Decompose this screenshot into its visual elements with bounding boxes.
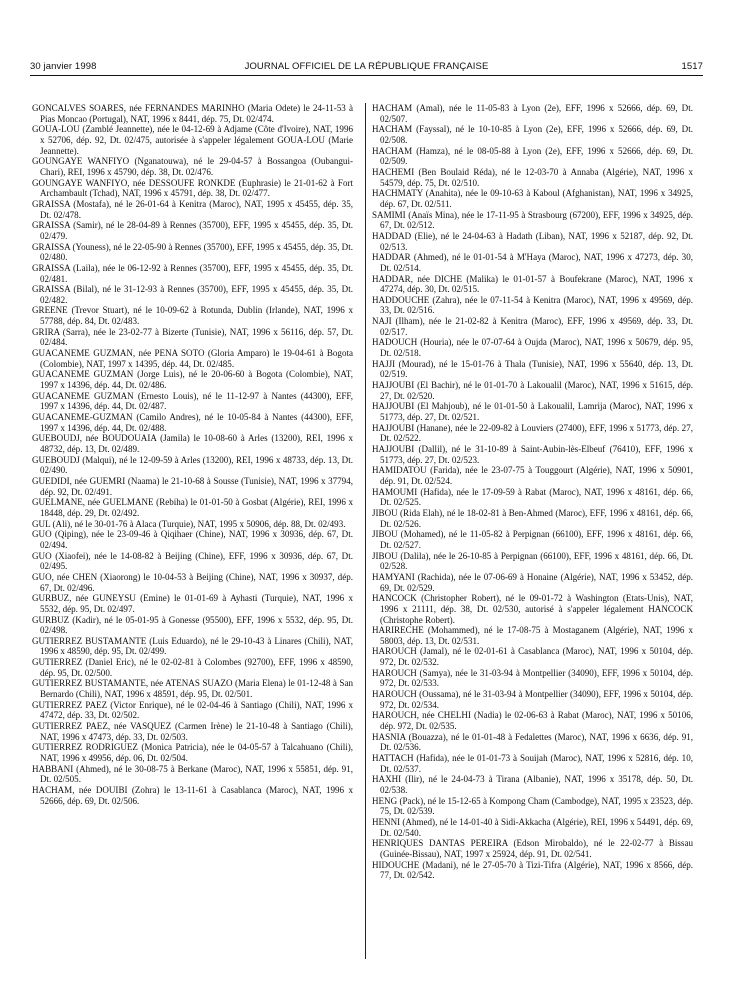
register-entry: HACHAM (Amal), née le 11-05-83 à Lyon (2e), EFF, 1996 x 52666, dép. 69, Dt. 02/507. [372,103,693,124]
page-number: 1517 [681,61,703,72]
register-entry: HACHMATY (Anahita), née le 09-10-63 à Kaboul (Afghanistan), NAT, 1996 x 34925, dép. 67, Dt. 02/511. [372,188,693,209]
register-entry: HACHAM, née DOUIBI (Zohra) le 13-11-61 à Casablanca (Maroc), NAT, 1996 x 52666, dép. 69, Dt. 02/506. [32,785,353,806]
register-entry: SAMIMI (Anaïs Mina), née le 17-11-95 à Strasbourg (67200), EFF, 1996 x 34925, dép. 67, Dt. 02/512. [372,209,693,231]
register-entry: HAMYANI (Rachida), née le 07-06-69 à Honaine (Algérie), NAT, 1996 x 53452, dép. 69, Dt. 02/529. [372,571,693,593]
register-entry: HAJJOUBI (El Mahjoub), né le 01-01-50 à Lakoualil, Lamrija (Maroc), NAT, 1996 x 51773, dép. 27, Dt. 02/521. [372,401,693,423]
register-entry: HADDAR, née DICHE (Malika) le 01-01-57 à Boufekrane (Maroc), NAT, 1996 x 47274, dép. 30, Dt. 02/515. [372,273,693,295]
register-entry: HABBANI (Ahmed), né le 30-08-75 à Berkane (Maroc), NAT, 1996 x 55851, dép. 91, Dt. 02/505. [32,763,353,785]
register-entry: GUACANEME GUZMAN (Jorge Luis), né le 20-06-60 à Bogota (Colombie), NAT, 1997 x 14396, dép. 44, Dt. 02/486. [32,369,353,391]
register-entry: GUELMANE, née GUELMANE (Rebiha) le 01-01-50 à Gosbat (Algérie), REI, 1996 x 18448, dép. 29, Dt. 02/492. [32,497,353,518]
register-entry: HACHAM (Hamza), né le 08-05-88 à Lyon (2e), EFF, 1996 x 52666, dép. 69, Dt. 02/509. [372,145,693,167]
register-entry: HATTACH (Hafida), née le 01-01-73 à Souijah (Maroc), NAT, 1996 x 52816, dép. 10, Dt. 02/537. [372,753,693,774]
register-entry: GUACANEME-GUZMAN (Camilo Andres), né le 10-05-84 à Nantes (44300), EFF, 1997 x 14396, dép. 44, Dt. 02/488. [32,412,353,433]
header-rule [30,75,703,76]
right-column [372,103,693,881]
register-entry: GOUNGAYE WANFIYO (Nganatouwa), né le 29-04-57 à Bossangoa (Oubangui-Chari), REI, 1996 x 45790, dép. 38, Dt. 02/476. [32,156,353,177]
register-entry: HAMIDATOU (Farida), née le 23-07-75 à Touggourt (Algérie), NAT, 1996 x 50901, dép. 91, Dt. 02/524. [372,465,693,486]
register-entry: GUEBOUDJ, née BOUDOUAIA (Jamila) le 10-08-60 à Arles (13200), REI, 1996 x 48732, dép. 13, Dt. 02/489. [32,433,353,454]
register-entry: GUO (Qiping), née le 23-09-46 à Qiqihaer (Chine), NAT, 1996 x 30936, dép. 67, Dt. 02/494. [32,529,353,550]
register-entry: HASNIA (Bouazza), né le 01-01-48 à Fedalettes (Maroc), NAT, 1996 x 6636, dép. 91, Dt. 02/536. [372,731,693,753]
register-entry: GUL (Ali), né le 30-01-76 à Alaca (Turquie), NAT, 1995 x 50906, dép. 88, Dt. 02/493. [32,518,346,529]
register-entry: GRAISSA (Samir), né le 28-04-89 à Rennes (35700), EFF, 1995 x 45455, dép. 35, Dt. 02/479. [32,220,353,241]
register-entry: HADDAR (Ahmed), né le 01-01-54 à M'Haya (Maroc), NAT, 1996 x 47273, dép. 30, Dt. 02/514. [372,252,693,273]
register-entry: GUACANEME GUZMAN (Ernesto Louis), né le 11-12-97 à Nantes (44300), EFF, 1997 x 14396, dép. 44, Dt. 02/487. [32,390,353,412]
journal-title: JOURNAL OFFICIEL DE LA RÉPUBLIQUE FRANÇAISE [244,61,489,72]
register-entry: GOUA-LOU (Zamblé Jeannette), née le 04-12-69 à Adjame (Côte d'Ivoire), NAT, 1996 x 52706, dép. 92, Dt. 02/475, autorisée à s'appeler légalement GOUA-LOU (Marie Jeannette). [32,124,353,156]
register-entry: HAROUCH, née CHELHI (Nadia) le 02-06-63 à Rabat (Maroc), NAT, 1996 x 50106, dép. 972, Dt. 02/535. [372,710,693,732]
register-entry: JIBOU (Rida Elah), né le 18-02-81 à Ben-Ahmed (Maroc), EFF, 1996 x 48161, dép. 66, Dt. 02/526. [372,507,693,529]
register-entry: HIDOUCHE (Madani), né le 27-05-70 à Tizi-Tifra (Algérie), NAT, 1996 x 8566, dép. 77, Dt. 02/542. [372,859,693,881]
header-date: 30 janvier 1998 [30,61,97,72]
register-entry: HADDOUCHE (Zahra), née le 07-11-54 à Kenitra (Maroc), NAT, 1996 x 49569, dép. 33, Dt. 02/516. [372,294,693,316]
register-entry: GUEBOUDJ (Malqui), né le 12-09-59 à Arles (13200), REI, 1996 x 48733, dép. 13, Dt. 02/490. [32,454,353,476]
register-entry: GRIRA (Sarra), née le 23-02-77 à Bizerte (Tunisie), NAT, 1996 x 56116, dép. 57, Dt. 02/484. [32,326,353,348]
register-entry: GUEDIDI, née GUEMRI (Naama) le 21-10-68 à Sousse (Tunisie), NAT, 1996 x 37794, dép. 92, Dt. 02/491. [32,475,353,497]
register-entry: HENNI (Ahmed), né le 14-01-40 à Sidi-Akkacha (Algérie), REI, 1996 x 54491, dép. 69, Dt. 02/540. [372,816,693,838]
register-entry: HAJJOUBI (Hanane), née le 22-09-82 à Louviers (27400), EFF, 1996 x 51773, dép. 27, Dt. 02/522. [372,422,693,444]
register-entry: GURBUZ (Kadir), né le 05-01-95 à Gonesse (95500), EFF, 1996 x 5532, dép. 95, Dt. 02/498. [32,614,353,636]
register-entry: JIBOU (Dalila), née le 26-10-85 à Perpignan (66100), EFF, 1996 x 48161, dép. 66, Dt. 02/528. [372,550,693,572]
register-entry: HAJJI (Mourad), né le 15-01-76 à Thala (Tunisie), NAT, 1996 x 55640, dép. 13, Dt. 02/519. [372,358,693,380]
page-header [30,58,703,74]
register-entry: HANCOCK (Christopher Robert), né le 09-01-72 à Washington (Etats-Unis), NAT, 1996 x 21111, dép. 38, Dt. 02/530, autorisé à s'appeler légalement HANCOCK (Christophe Robert). [372,593,693,625]
register-entry: HADOUCH (Houria), née le 07-07-64 à Oujda (Maroc), NAT, 1996 x 50679, dép. 95, Dt. 02/518. [372,337,693,359]
register-entry: HENG (Pack), né le 15-12-65 à Kompong Cham (Cambodge), NAT, 1995 x 23523, dép. 75, Dt. 02/539. [372,795,693,817]
register-entry: HARIRECHE (Mohammed), né le 17-08-75 à Mostaganem (Algérie), NAT, 1996 x 58003, dép. 13, Dt. 02/531. [372,625,693,646]
register-entry: GRAISSA (Bilal), né le 31-12-93 à Rennes (35700), EFF, 1995 x 45455, dép. 35, Dt. 02/482. [32,284,353,305]
column-divider [365,103,366,959]
register-entry: GONCALVES SOARES, née FERNANDES MARINHO (Maria Odete) le 24-11-53 à Pias Moncao (Portugal), NAT, 1996 x 8441, dép. 75, Dt. 02/474. [32,103,353,124]
register-entry: GURBUZ, née GUNEYSU (Emine) le 01-01-69 à Ayhasti (Turquie), NAT, 1996 x 5532, dép. 95, Dt. 02/497. [32,593,353,614]
register-entry: HENRIQUES DANTAS PEREIRA (Edson Mirobaldo), né le 22-02-77 à Bissau (Guinée-Bissau), NAT, 1997 x 25924, dép. 91, Dt. 02/541. [372,838,693,859]
register-entry: HAXHI (Ilir), né le 24-04-73 à Tirana (Albanie), NAT, 1996 x 35178, dép. 50, Dt. 02/538. [372,774,693,795]
register-entry: HAMOUMI (Hafida), née le 17-09-59 à Rabat (Maroc), NAT, 1996 x 48161, dép. 66, Dt. 02/525. [372,486,693,508]
register-entry: GUO (Xiaofei), née le 14-08-82 à Beijing (Chine), EFF, 1996 x 30936, dép. 67, Dt. 02/495. [32,550,353,572]
register-entry: HACHAM (Fayssal), né le 10-10-85 à Lyon (2e), EFF, 1996 x 52666, dép. 69, Dt. 02/508. [372,124,693,145]
register-entry: GUTIERREZ RODRIGUEZ (Monica Patricia), née le 04-05-57 à Talcahuano (Chili), NAT, 1996 x 49956, dép. 06, Dt. 02/504. [32,742,353,764]
register-entry: GUTIERREZ BUSTAMANTE (Luis Eduardo), né le 29-10-43 à Linares (Chili), NAT, 1996 x 48590, dép. 95, Dt. 02/499. [32,635,353,657]
register-entry: GUTIERREZ PAEZ (Victor Enrique), né le 02-04-46 à Santiago (Chili), NAT, 1996 x 47472, dép. 33, Dt. 02/502. [32,699,353,721]
register-entry: GUTIERREZ (Daniel Eric), né le 02-02-81 à Colombes (92700), EFF, 1996 x 48590, dép. 95, Dt. 02/500. [32,657,353,678]
register-entry: HAROUCH (Oussama), né le 31-03-94 à Montpellier (34090), EFF, 1996 x 50104, dép. 972, Dt. 02/534. [372,689,693,710]
register-entry: GUACANEME GUZMAN, née PENA SOTO (Gloria Amparo) le 19-04-61 à Bogota (Colombie), NAT, 1997 x 14395, dép. 44, Dt. 02/485. [32,348,353,369]
register-entry: GRAISSA (Youness), né le 22-05-90 à Rennes (35700), EFF, 1995 x 45455, dép. 35, Dt. 02/480. [32,241,353,263]
register-entry: GREENE (Trevor Stuart), né le 10-09-62 à Rotunda, Dublin (Irlande), NAT, 1996 x 57788, dép. 84, Dt. 02/483. [32,305,353,327]
register-entry: HAJJOUBI (El Bachir), né le 01-01-70 à Lakoualil (Maroc), NAT, 1996 x 51615, dép. 27, Dt. 02/520. [372,380,693,401]
register-entry: JIBOU (Mohamed), né le 11-05-82 à Perpignan (66100), EFF, 1996 x 48161, dép. 66, Dt. 02/527. [372,529,693,550]
register-entry: GUTIERREZ PAEZ, née VASQUEZ (Carmen Irène) le 21-10-48 à Santiago (Chili), NAT, 1996 x 47473, dép. 33, Dt. 02/503. [32,721,353,742]
register-entry: GRAISSA (Mostafa), né le 26-01-64 à Kenitra (Maroc), NAT, 1995 x 45455, dép. 35, Dt. 02/478. [32,198,353,220]
register-entry: HAROUCH (Jamal), né le 02-01-61 à Casablanca (Maroc), NAT, 1996 x 50104, dép. 972, Dt. 02/532. [372,646,693,668]
register-entry: HAJJOUBI (Dallil), né le 31-10-89 à Saint-Aubin-lès-Elbeuf (76410), EFF, 1996 x 51773, dép. 27, Dt. 02/523. [372,444,693,465]
register-entry: HAROUCH (Samya), née le 31-03-94 à Montpellier (34090), EFF, 1996 x 50104, dép. 972, Dt. 02/533. [372,667,693,689]
register-entry: HACHEMI (Ben Boulaid Réda), né le 12-03-70 à Annaba (Algérie), NAT, 1996 x 54579, dép. 75, Dt. 02/510. [372,166,693,188]
register-entry: GUTIERREZ BUSTAMANTE, née ATENAS SUAZO (Maria Elena) le 01-12-48 à San Bernardo (Chili), NAT, 1996 x 48591, dép. 95, Dt. 02/501. [32,678,353,700]
register-entry: HADDAD (Elie), né le 24-04-63 à Hadath (Liban), NAT, 1996 x 52187, dép. 92, Dt. 02/513. [372,230,693,252]
left-column [32,103,353,806]
register-entry: GRAISSA (Laila), née le 06-12-92 à Rennes (35700), EFF, 1995 x 45455, dép. 35, Dt. 02/481. [32,262,353,284]
register-entry: NAJI (Ilham), née le 21-02-82 à Kenitra (Maroc), EFF, 1996 x 49569, dép. 33, Dt. 02/517. [372,316,693,337]
register-entry: GOUNGAYE WANFIYO, née DESSOUFE RONKDE (Euphrasie) le 21-01-62 à Fort Archambault (Tchad), NAT, 1996 x 45791, dép. 38, Dt. 02/477. [32,177,353,199]
register-entry: GUO, née CHEN (Xiaorong) le 10-04-53 à Beijing (Chine), NAT, 1996 x 30937, dép. 67, Dt. 02/496. [32,571,353,593]
